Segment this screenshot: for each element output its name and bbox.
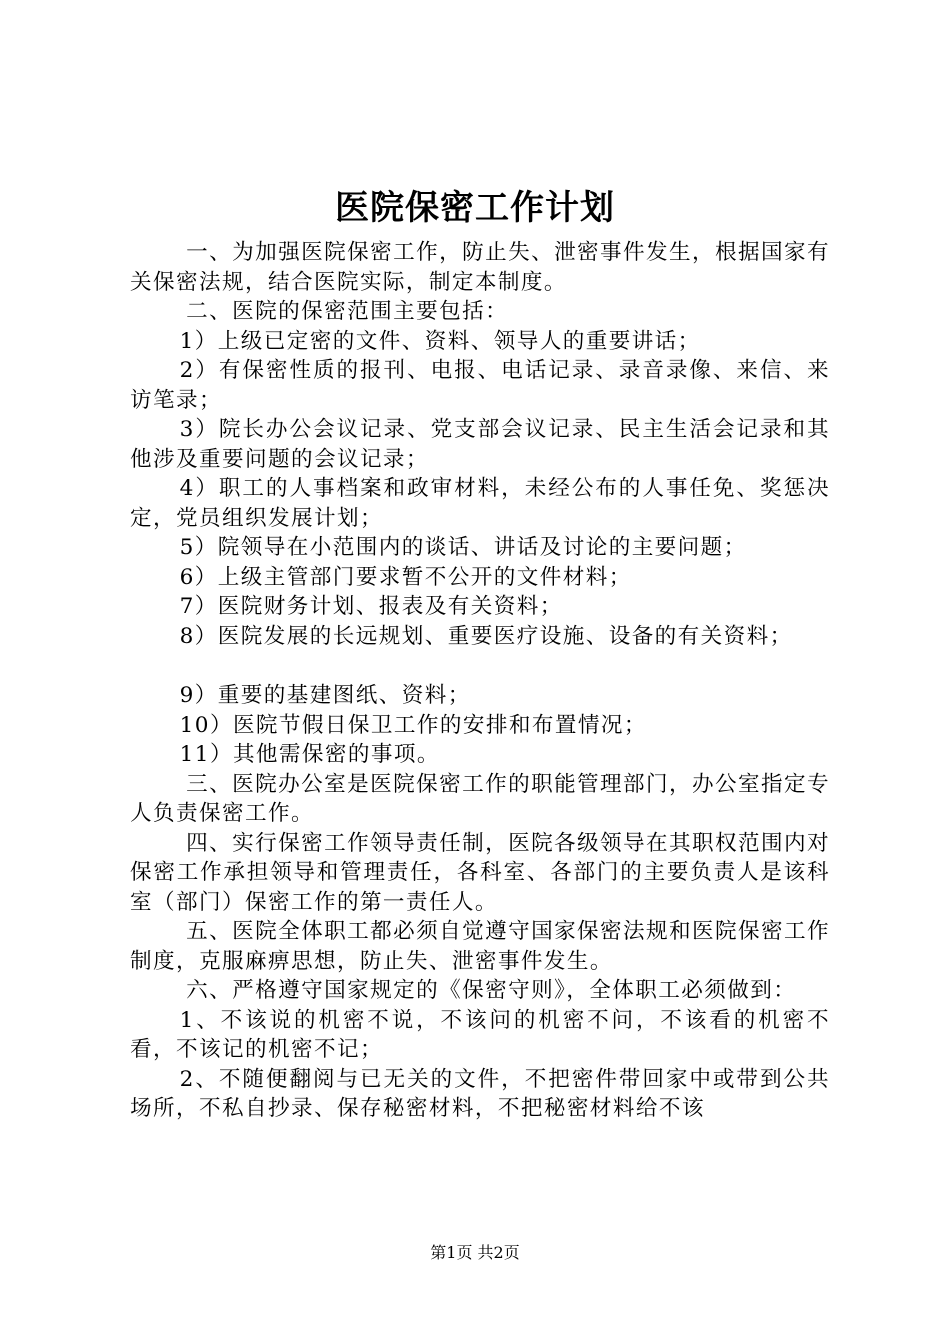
document-title: 医院保密工作计划	[335, 188, 615, 228]
list-item-7: 7）医院财务计划、报表及有关资料；	[179, 594, 563, 619]
list-item-9: 9）重要的基建图纸、资料；	[179, 683, 471, 708]
list-item-4: 4）职工的人事档案和政审材料，未经公布的人事任免、奖惩决定，党员组织发展计划；	[130, 476, 830, 531]
paragraph-2: 二、医院的保密范围主要包括：	[186, 299, 509, 324]
paragraph-1: 一、为加强医院保密工作，防止失、泄密事件发生，根据国家有关保密法规，结合医院实际，制定本制度。	[130, 240, 830, 295]
document-body	[130, 238, 830, 1124]
page-footer: 第1页 共2页	[430, 1243, 520, 1262]
list-item-11: 11）其他需保密的事项。	[179, 742, 440, 767]
list-item-6: 6）上级主管部门要求暂不公开的文件材料；	[179, 564, 632, 590]
list-item-3: 3）院长办公会议记录、党支部会议记录、民主生活会记录和其他涉及重要问题的会议记录；	[130, 417, 830, 472]
paragraph-6: 六、严格遵守国家规定的《保密守则》，全体职工必须做到：	[186, 978, 797, 1003]
list-item-5: 5）院领导在小范围内的谈话、讲话及讨论的主要问题；	[179, 535, 747, 560]
paragraph-4: 四、实行保密工作领导责任制，医院各级领导在其职权范围内对保密工作承担领导和管理责任，各科室、各部门的主要负责人是该科室（部门）保密工作的第一责任人。	[130, 830, 830, 915]
list-item-2: 2）有保密性质的报刊、电报、电话记录、录音录像、来信、来访笔录；	[130, 358, 830, 413]
paragraph-3: 三、医院办公室是医院保密工作的职能管理部门，办公室指定专人负责保密工作。	[130, 771, 830, 826]
rule-item-2: 2、不随便翻阅与已无关的文件，不把密件带回家中或带到公共场所，不私自抄录、保存秘密材料，不把秘密材料给不该	[130, 1066, 830, 1121]
list-item-1: 1）上级已定密的文件、资料、领导人的重要讲话；	[179, 328, 701, 354]
list-item-10: 10）医院节假日保卫工作的安排和布置情况；	[179, 712, 647, 738]
rule-item-1: 1、不该说的机密不说，不该问的机密不问，不该看的机密不看，不该记的机密不记；	[130, 1007, 830, 1062]
list-item-8: 8）医院发展的长远规划、重要医疗设施、设备的有关资料；	[179, 623, 793, 649]
paragraph-5: 五、医院全体职工都必须自觉遵守国家保密法规和医院保密工作制度，克服麻痹思想，防止失、泄密事件发生。	[130, 919, 830, 974]
